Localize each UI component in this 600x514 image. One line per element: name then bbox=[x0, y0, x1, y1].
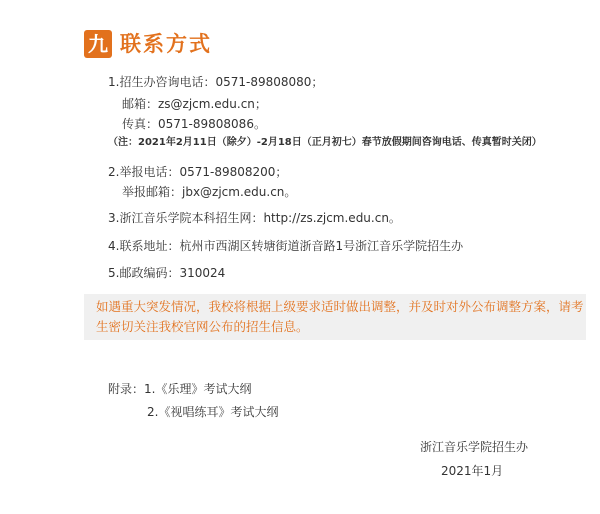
emergency-notice-text: 如遇重大突发情况，我校将根据上级要求适时做出调整，并及时对外公布调整方案，请考生密切关注我校官网公布的招生信息。 bbox=[96, 299, 584, 334]
postal-code: 5.邮政编码：310024 bbox=[108, 266, 226, 280]
admissions-website: 3.浙江音乐学院本科招生网：http://zs.zjcm.edu.cn。 bbox=[108, 211, 401, 225]
appendix-item-1: 附录：1.《乐理》考试大纲 bbox=[108, 382, 252, 396]
report-email: 举报邮箱：jbx@zjcm.edu.cn。 bbox=[122, 185, 297, 199]
contact-address: 4.联系地址：杭州市西湖区转塘街道浙音路1号浙江音乐学院招生办 bbox=[108, 239, 464, 253]
section-title: 联系方式 bbox=[120, 31, 212, 56]
admissions-phone: 1.招生办咨询电话：0571-89808080； bbox=[108, 75, 324, 89]
holiday-note: （注：2021年2月11日（除夕）-2月18日（正月初七）春节放假期间咨询电话、传真暂时关闭） bbox=[108, 137, 542, 148]
emergency-notice-box bbox=[84, 294, 586, 340]
appendix-item-2: 2.《视唱练耳》考试大纲 bbox=[147, 405, 279, 419]
report-phone: 2.举报电话：0571-89808200； bbox=[108, 165, 288, 179]
admissions-email: 邮箱：zs@zjcm.edu.cn； bbox=[122, 97, 267, 111]
signature-date: 2021年1月 bbox=[441, 464, 504, 478]
signature-org: 浙江音乐学院招生办 bbox=[420, 440, 529, 454]
section-number-badge: 九 bbox=[84, 30, 112, 58]
admissions-fax: 传真：0571-89808086。 bbox=[122, 117, 266, 131]
